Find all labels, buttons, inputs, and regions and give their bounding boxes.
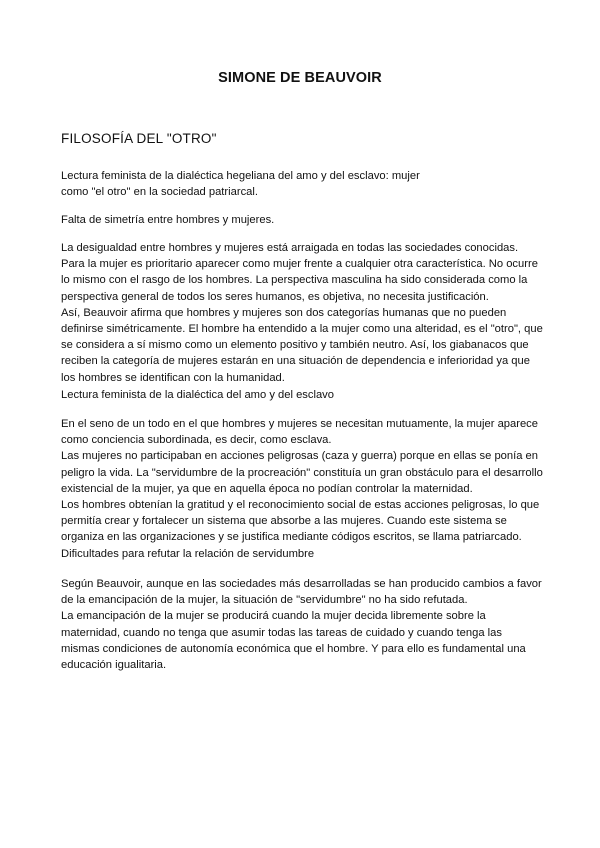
- text-line: maternidad, cuando no tenga que asumir todas las tareas de cuidado y cuando tenga las: [61, 626, 502, 639]
- text-line: mismas condiciones de autonomía económica que el hombre. Y para ello es fundamental una: [61, 642, 526, 655]
- text-line: Las mujeres no participaban en acciones peligrosas (caza y guerra) porque en ellas se ponía en: [61, 450, 538, 463]
- text-line: Los hombres obtenían la gratitud y el reconocimiento social de estas acciones peligrosas, lo que: [61, 499, 540, 512]
- text-line: definirse simétricamente. El hombre ha entendido a la mujer como una alteridad, es el "otro", que: [61, 323, 543, 336]
- text-line: perspectiva general de todos los seres humanos, es objetiva, no necesita justificación.: [61, 290, 489, 303]
- text-line: Lectura feminista de la dialéctica hegeliana del amo y del esclavo: mujer: [61, 170, 420, 182]
- page-title: SIMONE DE BEAUVOIR: [218, 70, 382, 86]
- text-line: se considera a sí mismo como un elemento positivo y también neutro. Así, los giabanacos que: [61, 339, 529, 352]
- text-line: La desigualdad entre hombres y mujeres está arraigada en todas las sociedades conocidas.: [61, 242, 519, 254]
- text-line: La emancipación de la mujer se producirá cuando la mujer decida libremente sobre la: [61, 610, 486, 623]
- asymmetry-heading-block: [61, 212, 561, 228]
- text-line: organiza en las organizaciones y se justifica mediante códigos escritos, se llama patriarcado.: [61, 531, 522, 544]
- text-line: como "el otro" en la sociedad patriarcal.: [61, 186, 258, 199]
- text-line: peligro la vida. La "servidumbre de la procreación" constituía un gran obstáculo para el desarrollo: [61, 466, 543, 479]
- difficulties-heading: Dificultades para refutar la relación de servidumbre: [61, 548, 315, 560]
- emancipation-paragraph: [61, 576, 561, 673]
- section-subtitle: FILOSOFÍA DEL "OTRO": [61, 131, 217, 146]
- text-line: reciben la categoría de mujeres estarán en una situación de dependencia e inferioridad ya que: [61, 355, 530, 368]
- text-line: de la emancipación de la mujer, la situación de "servidumbre" no ha sido refutada.: [61, 594, 468, 607]
- text-line: existencial de la mujer, ya que en aquella época no podían controlar la maternidad.: [61, 482, 473, 495]
- asymmetry-heading: Falta de simetría entre hombres y mujeres.: [61, 214, 275, 226]
- text-line: educación igualitaria.: [61, 659, 167, 672]
- text-line: En el seno de un todo en el que hombres y mujeres se necesitan mutuamente, la mujer aparece: [61, 418, 538, 430]
- text-line: como conciencia subordinada, es decir, como esclava.: [61, 434, 332, 447]
- text-line: Para la mujer es prioritario aparecer como mujer frente a cualquier otra característica. No ocurre: [61, 258, 538, 271]
- text-line: permitía crear y fortalecer un sistema que absorbe a las mujeres. Cuando este sistema se: [61, 515, 507, 528]
- text-line: Según Beauvoir, aunque en las sociedades más desarrolladas se han producido cambios a favor: [61, 578, 542, 590]
- difficulties-heading-block: [61, 546, 561, 562]
- dialectic-heading: Lectura feminista de la dialéctica del amo y del esclavo: [61, 389, 334, 401]
- text-line: los hombres se identifican con la humanidad.: [61, 371, 285, 384]
- intro-paragraph: [61, 168, 561, 200]
- text-line: Así, Beauvoir afirma que hombres y mujeres son dos categorías humanas que no pueden: [61, 306, 507, 319]
- inequality-paragraph: [61, 240, 561, 386]
- text-line: lo mismo con el rasgo de los hombres. La perspectiva masculina ha sido considerada como la: [61, 274, 528, 287]
- dialectic-paragraph: [61, 416, 561, 546]
- dialectic-heading-block: [61, 387, 561, 403]
